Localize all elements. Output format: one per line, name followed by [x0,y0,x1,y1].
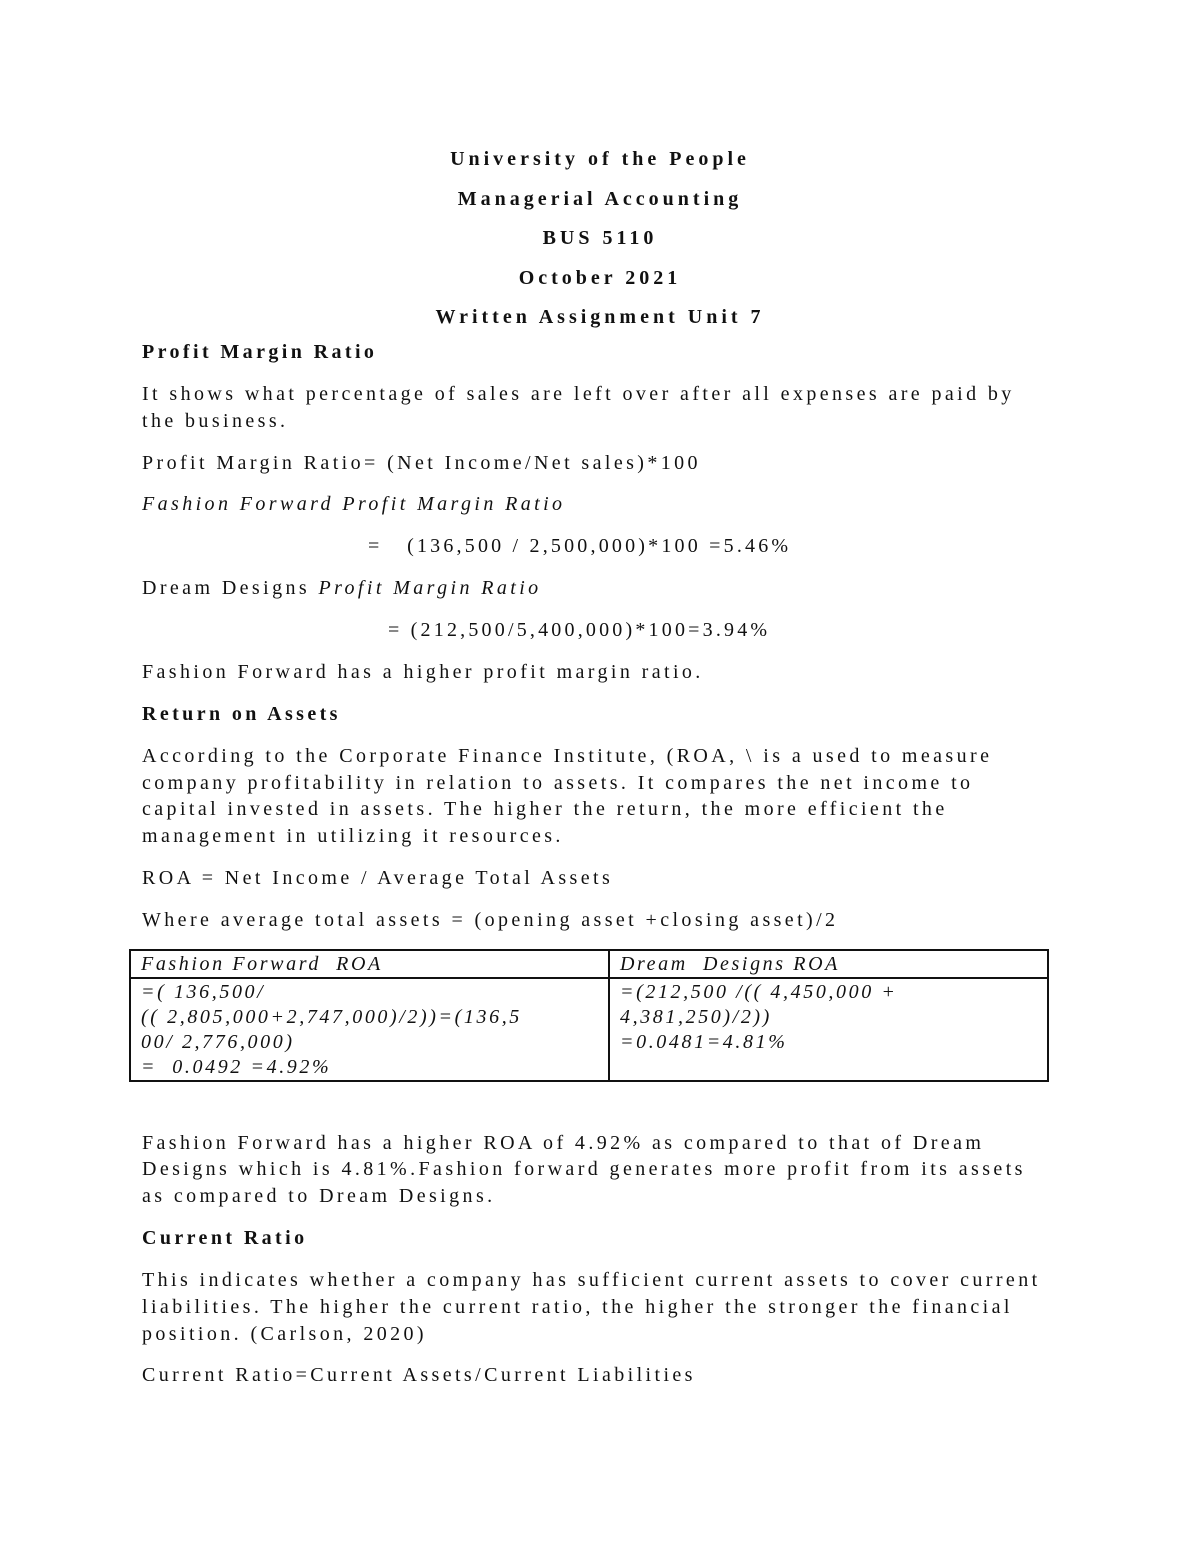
dream-designs-label [142,575,1047,602]
ff-roa-line: = 0.0492 =4.92% [141,1055,332,1078]
dd-roa-line: =0.0481=4.81% [620,1030,788,1053]
average-assets-formula: Where average total assets = (opening asset +closing asset)/2 [142,908,839,931]
profit-margin-description: It shows what percentage of sales are left over after all expenses are paid by the business. [142,383,1015,432]
dd-roa-line: 4,381,250)/2)) [620,1005,772,1028]
current-ratio-description: This indicates whether a company has sufficient current assets to cover current liabilities. The higher the current ratio, the higher the stronger the financial position. (Carlson, 2020) [142,1268,1041,1345]
roa-comparison-table [129,949,1049,1082]
university-name: University of the People [450,148,750,170]
roa-conclusion: Fashion Forward has a higher ROA of 4.92% as compared to that of Dream Designs which is 4.81%.Fashion forward generates more profit from its assets as compared to Dream Designs. [142,1131,1026,1208]
current-ratio-formula: Current Ratio=Current Assets/Current Liabilities [142,1364,696,1387]
ff-roa-line: (( 2,805,000+2,747,000)/2))=(136,5 [141,1005,522,1028]
ff-roa-line: 00/ 2,776,000) [141,1030,295,1053]
roa-formula: ROA = Net Income / Average Total Assets [142,866,614,889]
profit-margin-formula: Profit Margin Ratio= (Net Income/Net sales)*100 [142,451,701,474]
profit-margin-conclusion: Fashion Forward has a higher profit margin ratio. [142,660,704,683]
fashion-forward-roa-header: Fashion Forward ROA [130,950,609,978]
dd-roa-line: =(212,500 /(( 4,450,000 + [620,980,898,1003]
fashion-forward-roa-cell [130,978,609,1081]
course-name: Managerial Accounting [457,187,743,210]
ff-roa-line: =( 136,500/ [141,980,266,1003]
table-header-row [130,950,1048,978]
document-body [142,339,1047,1404]
current-ratio-heading: Current Ratio [142,1226,308,1249]
profit-margin-heading: Profit Margin Ratio [142,341,378,363]
roa-heading: Return on Assets [142,702,341,725]
table-row [130,978,1048,1081]
dream-designs-roa-header: Dream Designs ROA [609,950,1048,978]
assignment-date: October 2021 [518,266,682,289]
assignment-title: Written Assignment Unit 7 [435,306,765,328]
course-code: BUS 5110 [542,227,658,249]
table-spacer [142,1082,1047,1130]
title-block [0,140,1200,338]
roa-description: According to the Corporate Finance Institute, (ROA, \ is a used to measure company profitability in relation to assets. It compares the net income to capital invested in assets. The higher the return, the more efficient the management in utilizing it resources. [142,744,993,848]
fashion-forward-label: Fashion Forward Profit Margin Ratio [142,493,566,516]
dream-designs-calculation: = (212,500/5,400,000)*100=3.94% [388,618,771,641]
dream-designs-roa-cell [609,978,1048,1081]
dream-designs-label-italic: Profit Margin Ratio [318,577,542,600]
dream-designs-label-plain: Dream Designs [142,577,311,600]
fashion-forward-calculation: = (136,500 / 2,500,000)*100 =5.46% [368,535,792,558]
